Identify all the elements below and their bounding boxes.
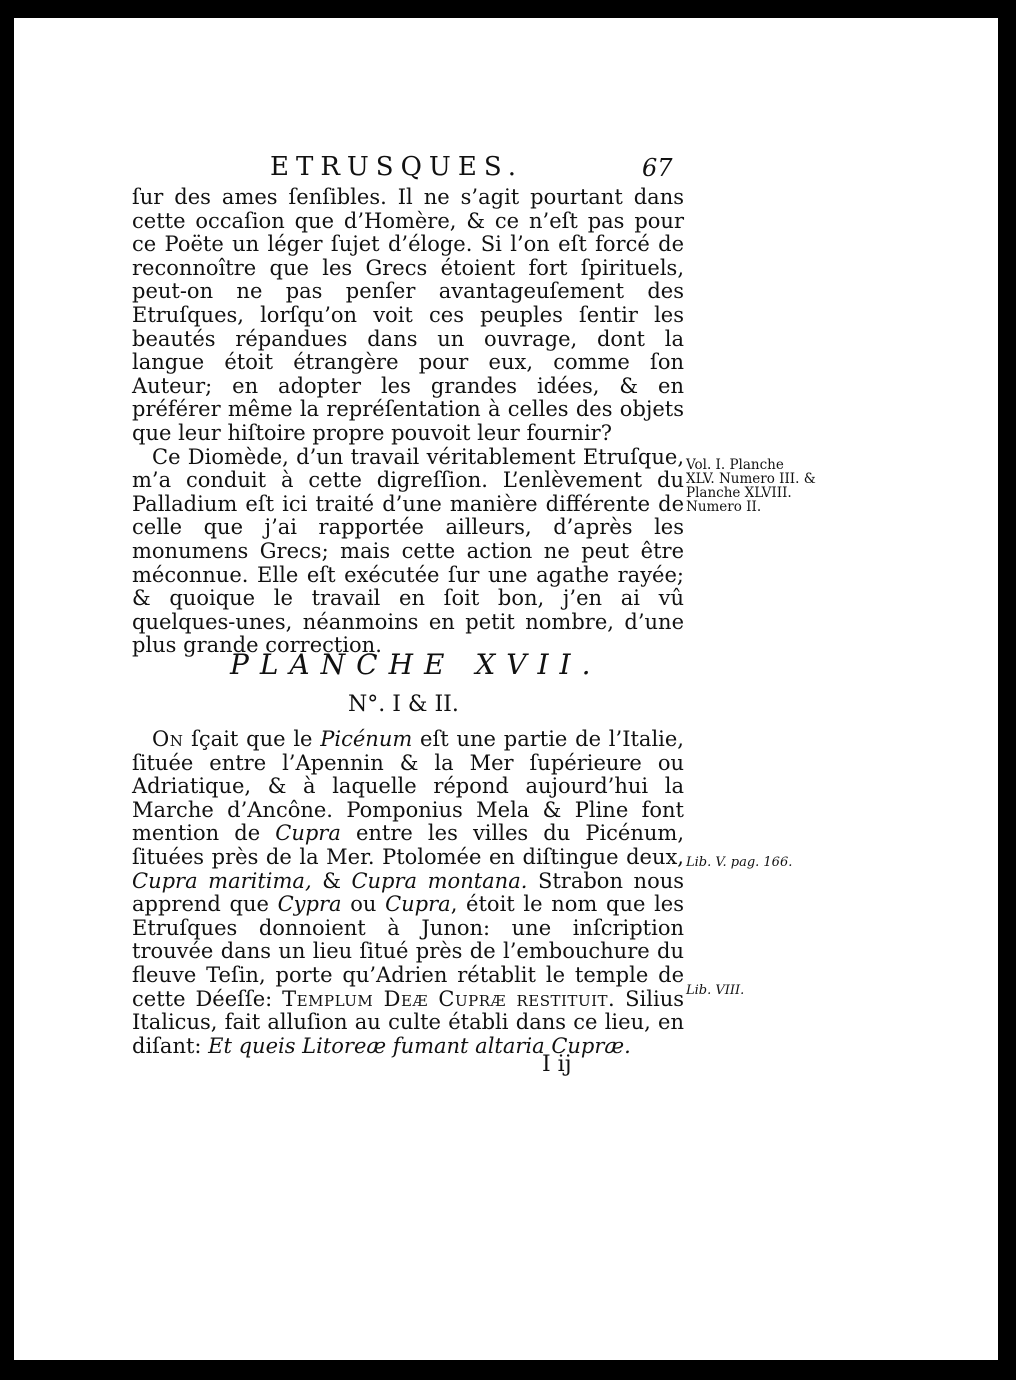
marginal-note-planche: Vol. I. Planche XLV. Numero III. & Planche XLVIII. Numero II. [686,457,816,515]
text-block-main [132,728,684,1058]
text-run: & [311,868,352,893]
section-title: PLANCHE XVII. [230,648,602,681]
text-run: entre les villes du Picénum, ſituées près de la Mer. Ptolomée en diſtingue deux, [132,821,684,869]
paragraph-continued: ſur des ames ſenſibles. Il ne s’agit pourtant dans cette occaſion que d’Homère, & ce n’eſt pas pour ce Poëte un léger ſujet d’éloge. Si l’on eſt forcé de reconnoître que les Grecs étoient fort ſpirituels, peut-on ne pas penſer avantageuſement des Etruſques, lorſqu’on voit ces peuples ſentir les beautés répandues dans un ouvrage, dont la langue étoit étrangère pour eux, comme ſon Auteur; en adopter les grandes idées, & en préférer même la repréſentation à celles des objets que leur hiſtoire propre pouvoit leur fournir? [132,185,684,445]
italic-run: Cypra [277,892,342,917]
document-page [14,18,998,1360]
text-run: eſt une partie de l’Italie, ſituée entre l’Apennin & la Mer ſupérieure ou Adriatique, & à laquelle répond aujourd’hui la Marche d’Ancône. Pomponius Mela & Pline font mention de [132,727,684,846]
italic-run: Cupra maritima, [132,868,312,893]
italic-run: Cupra montana. [351,868,528,893]
italic-run: Cupra [385,892,451,917]
running-header: ETRUSQUES. [270,152,523,182]
section-numero: N°. I & II. [348,692,459,717]
signature-mark: I ij [542,1052,572,1077]
inscription: Templum Deæ Cupræ restituit. [282,986,616,1011]
paragraph-diomede: Ce Diomède, d’un travail véritablement Etruſque, m’a conduit à cette digreſſion. L’enlèvement du Palladium eſt ici traité d’une manière différente de celle que j’ai rapportée ailleurs, d’après les monumens Grecs; mais cette action ne peut être méconnue. Elle eſt exécutée ſur une agathe rayée; & quoique le travail en ſoit bon, j’en ai vû quelques-unes, néanmoins en petit nombre, d’une plus grande correction. [132,444,684,658]
text-run: Strabon nous apprend que [132,868,685,917]
marginal-note-silius: Lib. VIII. [686,983,745,998]
text-run: Silius Italicus, fait alluſion au culte établi dans ce lieu, en diſant: [132,986,684,1058]
text-block-top [132,186,684,658]
text-run: ſçait que le [183,727,321,751]
page-number: 67 [642,154,673,182]
paragraph-picenum [132,728,684,1058]
text-run: , étoit le nom que les Etruſques donnoient à Junon: une inſcription trouvée dans un lieu ſitué près de l’embouchure du fleuve Teſin, porte qu’Adrien rétablit le temple de cette Déeſſe: [132,892,684,1011]
italic-quote: Et queis Litoreæ fumant altaria Cupræ. [208,1033,631,1058]
text-run: ou [341,892,386,917]
italic-run: Picénum [320,727,413,751]
drop-word: On [152,727,184,751]
marginal-note-strabo: Lib. V. pag. 166. [686,855,793,870]
italic-run: Cupra [275,821,341,846]
